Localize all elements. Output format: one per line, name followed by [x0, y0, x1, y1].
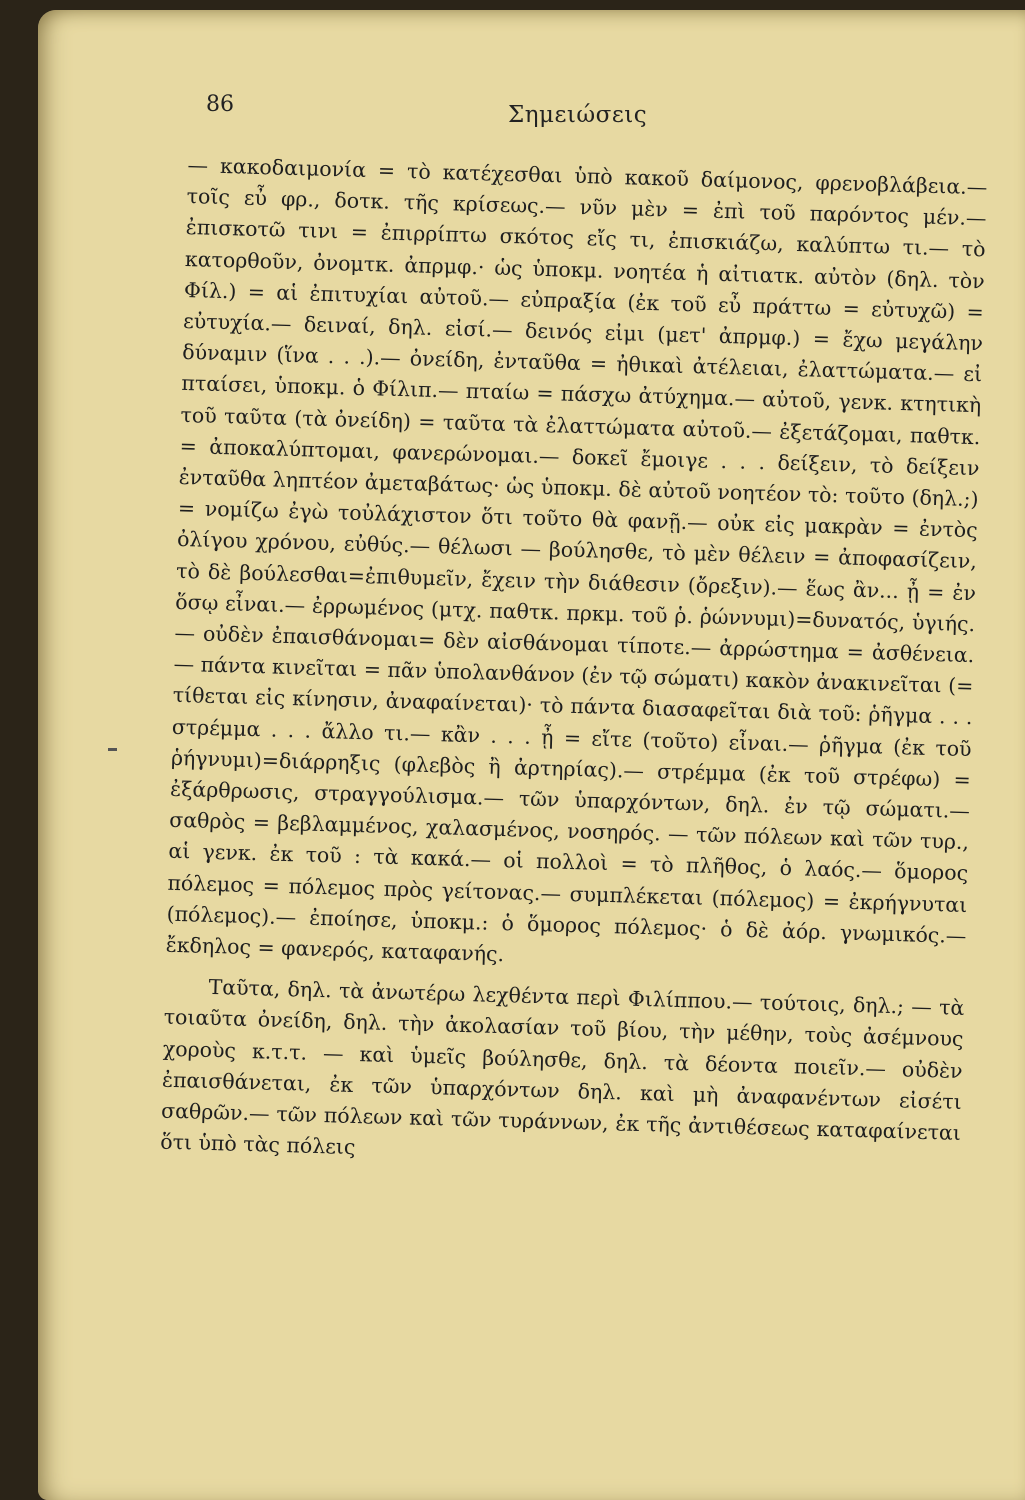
running-head: Σημειώσεις: [508, 102, 648, 128]
paragraph-tauta: Ταῦτα, δηλ. τὰ ἀνωτέρω λεχθέντα περὶ Φιλίππου.— τούτοις, δηλ.; — τὰ τοιαῦτα ὀνείδη, δηλ. τὴν ἀκολασίαν τοῦ βίου, τὴν μέθην, τοὺς ἀσέμνους χοροὺς κ.τ.τ. — καὶ ὑμεῖς βούλησθε, δηλ. τὰ δέοντα ποιεῖν.— οὐδὲν ἐπαισθάνεται, ἐκ τῶν ὑπαρχόντων δηλ. καὶ μὴ ἀναφανέντων εἰσέτι σαθρῶν.— τῶν πόλεων καὶ τῶν τυράννων, ἐκ τῆς ἀντιθέσεως καταφαίνεται ὅτι ὑπὸ τὰς πόλεις: [159, 975, 965, 1160]
body-text: [160, 150, 988, 1180]
book-page: [38, 10, 1025, 1500]
margin-mark: [108, 748, 117, 751]
paragraph-notes: — κακοδαιμονία = τὸ κατέχεσθαι ὑπὸ κακοῦ δαίμονος, φρενοβλάβεια.— τοῖς εὖ φρ., δοτκ. τῆς κρίσεως.— νῦν μὲν = ἐπὶ τοῦ παρόντος μέν.— ἐπισκοτῶ τινι = ἐπιρρίπτω σκότος εἴς τι, ἐπισκιάζω, καλύπτω τι.— τὸ κατορθοῦν, ὀνομτκ. ἀπρμφ.· ὡς ὑποκμ. νοητέα ἡ αἰτιατκ. αὐτὸν (δηλ. τὸν Φίλ.) = αἱ ἐπιτυχίαι αὐτοῦ.— εὐπραξία (ἐκ τοῦ εὖ πράττω = εὐτυχῶ) = εὐτυχία.— δειναί, δηλ. εἰσί.— δεινός εἰμι (μετ' ἀπρμφ.) = ἔχω μεγάλην δύναμιν (ἵνα . . .).— ὀνείδη, ἐνταῦθα = ἠθικαὶ ἀτέλειαι, ἐλαττώματα.— εἰ πταίσει, ὑποκμ. ὁ Φίλιπ.— πταίω = πάσχω ἀτύχημα.— αὐτοῦ, γενκ. κτητικὴ τοῦ ταῦτα (τὰ ὀνείδη) = ταῦτα τὰ ἐλαττώματα αὐτοῦ.— ἐξετάζομαι, παθτκ. = ἀποκαλύπτομαι, φανερώνομαι.— δοκεῖ ἔμοιγε . . . δείξειν, τὸ δείξειν ἐνταῦθα ληπτέον ἀμεταβάτως· ὡς ὑποκμ. δὲ αὐτοῦ νοητέον τὸ: τοῦτο (δηλ.;) = νομίζω ἐγὼ τοὐλάχιστον ὅτι τοῦτο θὰ φανῇ.— οὐκ εἰς μακρὰν = ἐντὸς ὀλίγου χρόνου, εὐθύς.— θέλωσι — βούλησθε, τὸ μὲν θέλειν = ἀποφασίζειν, τὸ δὲ βούλεσθαι=ἐπιθυμεῖν, ἔχειν τὴν διάθεσιν (ὄρεξιν).— ἕως ἂν... ᾖ = ἐν ὅσῳ εἶναι.— ἐρρωμένος (μτχ. παθτκ. πρκμ. τοῦ ῥ. ῥώννυμι)=δυνατός, ὑγιής.— οὐδὲν ἐπαισθάνομαι= δὲν αἰσθάνομαι τίποτε.— ἀρρώστημα = ἀσθένεια.— πάντα κινεῖται = πᾶν ὑπολανθάνον (ἐν τῷ σώματι) κακὸν ἀνακινεῖται (= τίθεται εἰς κίνησιν, ἀναφαίνεται)· τὸ πάντα διασαφεῖται διὰ τοῦ: ῥῆγμα . . . στρέμμα . . . ἄλλο τι.— κἂν . . . ᾖ = εἴτε (τοῦτο) εἶναι.— ῥῆγμα (ἐκ τοῦ ῥήγνυμι)=διάρρηξις (φλεβὸς ἢ ἀρτηρίας).— στρέμμα (ἐκ τοῦ στρέφω) = ἐξάρθρωσις, στραγγούλισμα.— τῶν ὑπαρχόντων, δηλ. ἐν τῷ σώματι.— σαθρὸς = βεβλαμμένος, χαλασμένος, νοσηρός. — τῶν πόλεων καὶ τῶν τυρ., αἱ γενκ. ἐκ τοῦ : τὰ κακά.— οἱ πολλοὶ = τὸ πλῆθος, ὁ λαός.— ὅμορος πόλεμος = πόλεμος πρὸς γείτονας.— συμπλέκεται (πόλεμος) = ἐκρήγνυται (πόλεμος).— ἐποίησε, ὑποκμ.: ὁ ὅμορος πόλεμος· ὁ δὲ ἀόρ. γνωμικός.— ἔκδηλος = φανερός, καταφανής.: [165, 152, 988, 967]
page-number: 86: [206, 92, 234, 117]
